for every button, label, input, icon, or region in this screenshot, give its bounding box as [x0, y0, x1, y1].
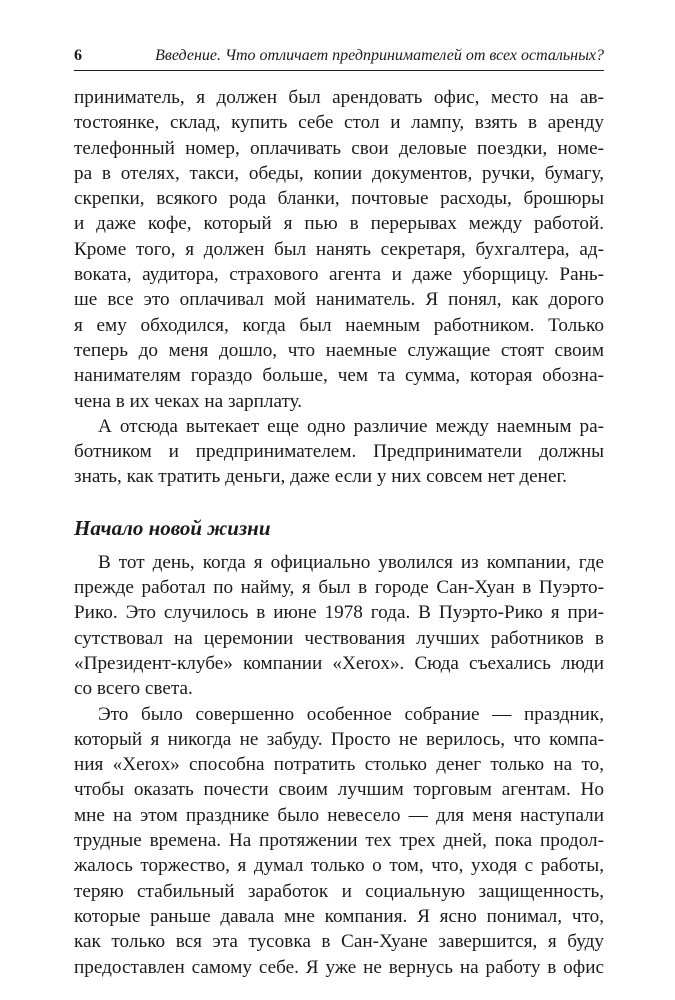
- text-line: ботником и предпринимателем. Предприниматели должны: [74, 441, 604, 463]
- paragraph-3: [74, 550, 604, 702]
- text-line: Рико. Это случилось в июне 1978 года. В Пуэрто-Рико я при-: [74, 602, 604, 624]
- text-line: воката, аудитора, страхового агента и даже уборщицу. Рань-: [74, 264, 604, 286]
- paragraph-4: [74, 702, 604, 980]
- text-line: теперь до меня дошло, что наемные служащие стоят своим: [74, 339, 604, 361]
- text-line: телефонный номер, оплачивать свои деловые поездки, номе-: [74, 137, 604, 159]
- text-line: я ему обходился, когда был наемным работником. Только: [74, 314, 604, 336]
- text-line: трудные времена. На протяжении тех трех дней, пока продол-: [74, 830, 604, 852]
- text-line: как только вся эта тусовка в Сан-Хуане завершится, я буду: [74, 931, 604, 953]
- text-line: ше все это оплачивал мой наниматель. Я понял, как дорого: [74, 289, 604, 311]
- text-line: и даже кофе, который я пью в перерывах между работой.: [74, 213, 604, 235]
- text-line: знать, как тратить деньги, даже если у них совсем нет денег.: [74, 466, 567, 488]
- text-line: жалось торжество, я думал только о том, что, уходя с работы,: [74, 855, 604, 877]
- text-line: Это было совершенно особенное собрание — праздник,: [98, 703, 604, 725]
- text-line: ра в отелях, такси, обеды, копии документов, ручки, бумагу,: [74, 162, 604, 184]
- text-line: чтобы оказать почести своим лучшим торговым агентам. Но: [74, 779, 604, 801]
- page-number: 6: [74, 47, 82, 64]
- text-line: чена в их чеках на зарплату.: [74, 390, 303, 412]
- running-header: [74, 46, 604, 71]
- section-heading: Начало новой жизни: [74, 515, 271, 540]
- text-line: ния «Xerox» способна потратить столько денег только на то,: [74, 754, 604, 776]
- text-line: нанимателям гораздо больше, чем та сумма, которая обозна-: [74, 365, 604, 387]
- text-line: А отсюда вытекает еще одно различие между наемным ра-: [98, 415, 604, 437]
- text-line: В тот день, когда я официально уволился из компании, где: [98, 551, 604, 573]
- text-line: со всего света.: [74, 678, 193, 700]
- text-line: сутствовал на церемонии чествования лучших работников в: [74, 627, 604, 649]
- text-line: прежде работал по найму, я был в городе Сан-Хуан в Пуэрто-: [74, 577, 604, 599]
- text-line: скрепки, всякого рода бланки, почтовые расходы, брошюры: [74, 188, 604, 210]
- text-line: «Президент-клубе» компании «Xerox». Сюда съехались люди: [74, 652, 604, 674]
- paragraph-1: [74, 85, 604, 414]
- book-page: [74, 46, 604, 980]
- text-line: который я никогда не забуду. Просто не верилось, что компа-: [74, 728, 604, 750]
- paragraph-2: [74, 414, 604, 490]
- text-line: предоставлен самому себе. Я уже не вернусь на работу в офис: [74, 956, 604, 978]
- text-line: приниматель, я должен был арендовать офис, место на ав-: [74, 87, 604, 108]
- text-line: мне на этом празднике было невесело — для меня наступали: [74, 804, 604, 826]
- text-line: тостоянке, склад, купить себе стол и лампу, взять в аренду: [74, 112, 604, 134]
- running-title: Введение. Что отличает предпринимателей от всех остальных?: [155, 47, 604, 64]
- body-text: [74, 85, 604, 980]
- text-line: которые раньше давала мне компания. Я ясно понимал, что,: [74, 905, 604, 927]
- text-line: теряю стабильный заработок и социальную защищенность,: [74, 880, 604, 902]
- text-line: Кроме того, я должен был нанять секретаря, бухгалтера, ад-: [74, 238, 604, 260]
